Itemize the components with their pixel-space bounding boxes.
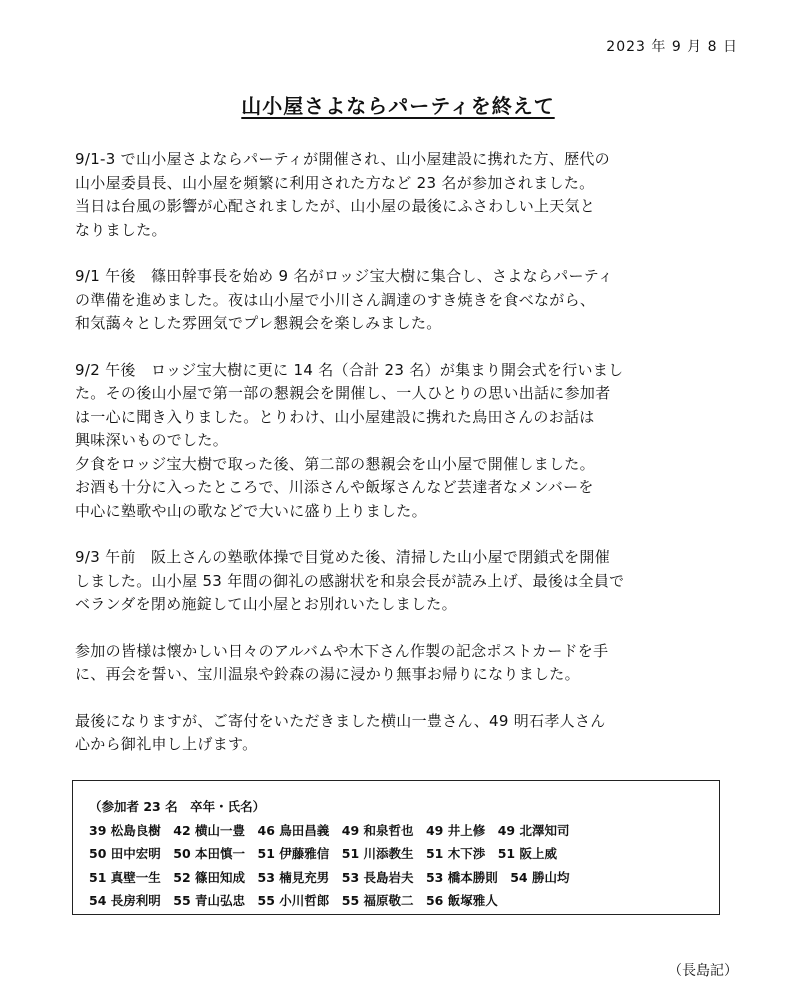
paragraph-line: 参加の皆様は懐かしい日々のアルバムや木下さん作製の記念ポストカードを手 [75,641,609,660]
paragraph-line: 当日は台風の影響が心配されましたが、山小屋の最後にふさわしい上天気と [75,197,596,215]
paragraph-line: 最後になりますが、ご寄付をいただきました横山一豊さん、49 明石孝人さん [75,711,606,730]
paragraph-6 [75,710,735,757]
paragraph-line: 9/1 午後 篠田幹事長を始め 9 名がロッジ宝大樹に集合し、さよならパーティ [75,267,614,285]
paragraph-line: 山小屋委員長、山小屋を頻繁に利用された方など 23 名が参加されました。 [75,173,595,192]
document-body [75,148,735,780]
paragraph-line: ベランダを閉め施錠して山小屋とお別れいたしました。 [75,595,457,613]
paragraph-line: 9/2 午後 ロッジ宝大樹に更に 14 名（合計 23 名）が集まり開会式を行いまし [75,360,624,379]
document-title: 山小屋さよならパーティを終えて [241,94,555,118]
document-date: 2023 年 9 月 8 日 [606,39,738,55]
paragraph-5 [75,640,735,687]
paragraph-3 [75,359,735,524]
paragraph-line: しました。山小屋 53 年間の御礼の感謝状を和泉会長が読み上げ、最後は全員で [75,571,625,590]
paragraph-line: 中心に塾歌や山の歌などで大いに盛り上りました。 [75,501,427,520]
participants-row: 54 長房利明 55 青山弘忠 55 小川哲郎 55 福原敬二 56 飯塚雅人 [89,893,498,908]
participants-row: 50 田中宏明 50 本田慎一 51 伊藤雅信 51 川添教生 51 木下渉 51 阪上威 [89,846,557,861]
paragraph-line: 和気藹々とした雰囲気でプレ懇親会を楽しみました。 [75,314,442,332]
paragraph-line: 夕食をロッジ宝大樹で取った後、第二部の懇親会を山小屋で開催しました。 [75,454,595,473]
participants-row: 51 真壁一生 52 篠田知成 53 楠見充男 53 長島岩夫 53 橋本勝則 54 勝山均 [89,869,570,885]
paragraph-4 [75,546,735,617]
paragraph-line: お酒も十分に入ったところで、川添さんや飯塚さんなど芸達者なメンバーを [75,478,594,496]
paragraph-line: の準備を進めました。夜は山小屋で小川さん調達のすき焼きを食べながら、 [75,290,596,309]
document-title-wrap [0,90,796,119]
participants-row: 39 松島良樹 42 横山一豊 46 鳥田昌義 49 和泉哲也 49 井上修 49 北澤知司 [89,822,570,838]
paragraph-line: た。その後山小屋で第一部の懇親会を開催し、一人ひとりの思い出話に参加者 [75,384,611,402]
paragraph-1 [75,148,735,242]
paragraph-2 [75,265,735,336]
paragraph-line: なりました。 [75,220,167,239]
paragraph-line: 9/3 午前 阪上さんの塾歌体操で目覚めた後、清掃した山小屋で閉鎖式を開催 [75,548,611,566]
paragraph-line: 9/1-3 で山小屋さよならパーティが開催され、山小屋建設に携れた方、歴代の [75,150,610,168]
paragraph-line: は一心に聞き入りました。とりわけ、山小屋建設に携れた鳥田さんのお話は [75,407,595,426]
paragraph-line: 興味深いものでした。 [75,431,229,449]
participants-box [72,780,720,915]
paragraph-line: 心から御礼申し上げます。 [75,735,258,753]
participants-header: （参加者 23 名 卒年・氏名） [89,799,266,814]
author-signature: （長島記） [668,963,738,979]
paragraph-line: に、再会を誓い、宝川温泉や鈴森の湯に浸かり無事お帰りになりました。 [75,665,580,683]
